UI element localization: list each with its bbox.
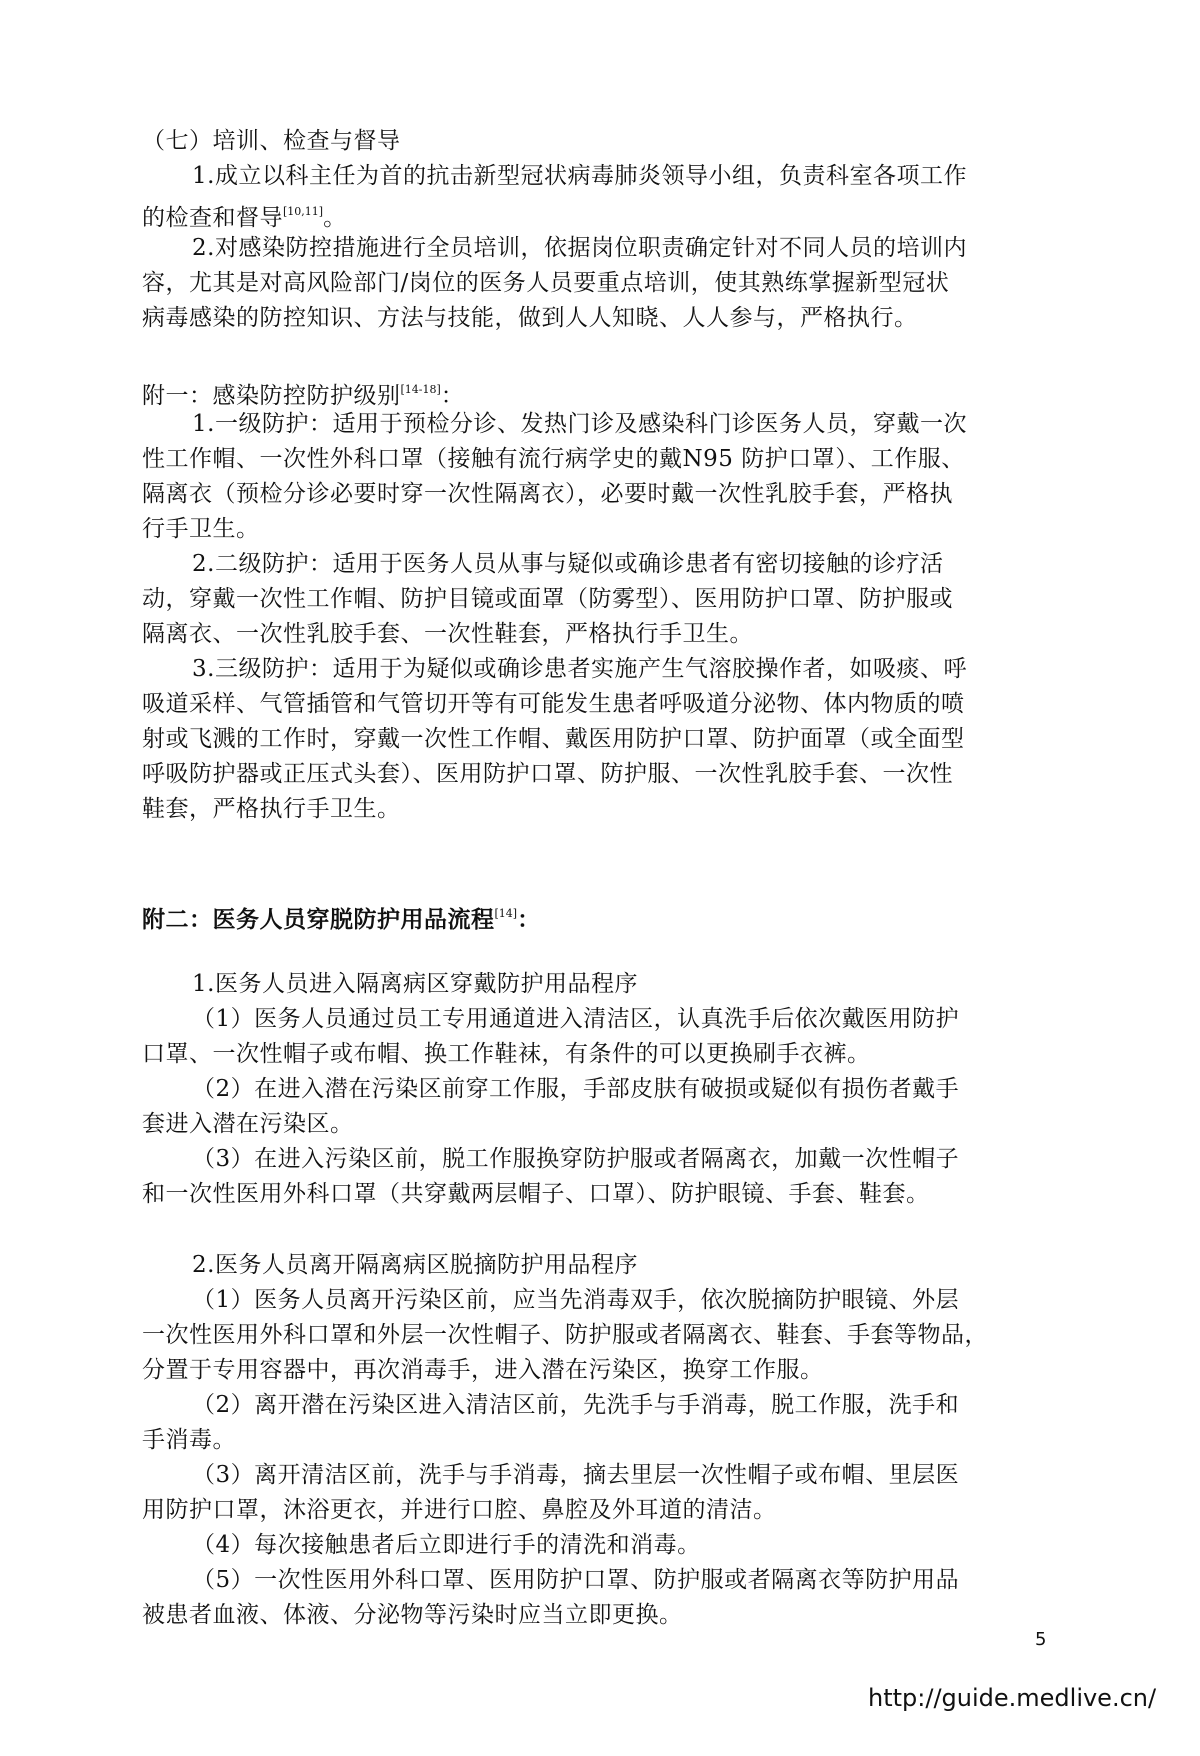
appendix-1-para-1-line-3: 隔离衣（预检分诊必要时穿一次性隔离衣），必要时戴一次性乳胶手套，严格执 (142, 481, 953, 507)
appendix-2-step-2-2-line-2: 手消毒。 (142, 1427, 236, 1453)
page-number: 5 (1035, 1629, 1047, 1650)
appendix-2-heading-end: ： (517, 906, 541, 933)
appendix-2-heading (142, 896, 1062, 937)
appendix-2-step-1-3-line-2: 和一次性医用外科口罩（共穿戴两层帽子、口罩）、防护眼镜、手套、鞋套。 (142, 1181, 930, 1207)
section-7-para-2-line-3: 病毒感染的防控知识、方法与技能，做到人人知晓、人人参与，严格执行。 (142, 305, 918, 331)
appendix-2-step-1-2-line-2: 套进入潜在污染区。 (142, 1111, 354, 1137)
appendix-2-step-2-1-line-2: 一次性医用外科口罩和外层一次性帽子、防护服或者隔离衣、鞋套、手套等物品， (142, 1322, 988, 1348)
appendix-1-para-1-line-1: 1.一级防护：适用于预检分诊、发热门诊及感染科门诊医务人员，穿戴一次 (192, 411, 967, 437)
section-7-para-2-line-1: 2.对感染防控措施进行全员培训，依据岗位职责确定针对不同人员的培训内 (192, 235, 967, 261)
appendix-1-para-3-line-5: 鞋套，严格执行手卫生。 (142, 796, 401, 822)
appendix-2-step-2-4-line-1: （4）每次接触患者后立即进行手的清洗和消毒。 (192, 1532, 701, 1558)
section-7-para-1-line-2 (142, 194, 1062, 236)
appendix-2-step-2-2-line-1: （2）离开潜在污染区进入清洁区前，先洗手与手消毒，脱工作服，洗手和 (192, 1392, 960, 1418)
section-7-para-1-end: 。 (323, 205, 347, 231)
appendix-2-step-2-1-line-3: 分置于专用容器中，再次消毒手，进入潜在污染区，换穿工作服。 (142, 1357, 824, 1383)
section-7-heading: （七）培训、检查与督导 (142, 128, 401, 154)
appendix-2-step-1-1-line-2: 口罩、一次性帽子或布帽、换工作鞋袜，有条件的可以更换刷手衣裤。 (142, 1041, 871, 1067)
appendix-2-step-2-1-line-1: （1）医务人员离开污染区前，应当先消毒双手，依次脱摘防护眼镜、外层 (192, 1287, 960, 1313)
appendix-1-para-1-line-2: 性工作帽、一次性外科口罩（接触有流行病学史的戴N95 防护口罩）、工作服、 (142, 446, 965, 472)
appendix-1-heading-end: ： (440, 383, 465, 409)
appendix-1-para-2-line-1: 2.二级防护：适用于医务人员从事与疑似或确诊患者有密切接触的诊疗活 (192, 551, 944, 577)
appendix-2-step-1-title: 1.医务人员进入隔离病区穿戴防护用品程序 (192, 971, 638, 997)
section-7-para-1-line-1: 1.成立以科主任为首的抗击新型冠状病毒肺炎领导小组，负责科室各项工作 (192, 163, 967, 189)
citation-ref: [14-18] (400, 383, 441, 396)
section-7-para-1-text: 的检查和督导 (142, 205, 283, 231)
appendix-1-para-3-line-4: 呼吸防护器或正压式头套）、医用防护口罩、防护服、一次性乳胶手套、一次性 (142, 761, 953, 787)
appendix-1-para-2-line-2: 动，穿戴一次性工作帽、防护目镜或面罩（防雾型）、医用防护口罩、防护服或 (142, 586, 953, 612)
citation-ref: [14] (494, 907, 518, 920)
appendix-2-step-2-title: 2.医务人员离开隔离病区脱摘防护用品程序 (192, 1252, 638, 1278)
appendix-2-step-2-5-line-1: （5）一次性医用外科口罩、医用防护口罩、防护服或者隔离衣等防护用品 (192, 1567, 960, 1593)
appendix-2-step-1-2-line-1: （2）在进入潜在污染区前穿工作服，手部皮肤有破损或疑似有损伤者戴手 (192, 1076, 960, 1102)
section-7-para-2-line-2: 容，尤其是对高风险部门/岗位的医务人员要重点培训，使其熟练掌握新型冠状 (142, 270, 950, 296)
footer-url-link[interactable]: http://guide.medlive.cn/ (868, 1684, 1157, 1712)
appendix-2-step-1-1-line-1: （1）医务人员通过员工专用通道进入清洁区，认真洗手后依次戴医用防护 (192, 1006, 960, 1032)
appendix-1-para-3-line-2: 吸道采样、气管插管和气管切开等有可能发生患者呼吸道分泌物、体内物质的喷 (142, 691, 965, 717)
appendix-1-para-1-line-4: 行手卫生。 (142, 516, 260, 542)
appendix-2-step-2-3-line-1: （3）离开清洁区前，洗手与手消毒，摘去里层一次性帽子或布帽、里层医 (192, 1462, 960, 1488)
citation-ref: [10,11] (283, 205, 324, 218)
appendix-2-step-1-3-line-1: （3）在进入污染区前，脱工作服换穿防护服或者隔离衣，加戴一次性帽子 (192, 1146, 960, 1172)
appendix-1-para-2-line-3: 隔离衣、一次性乳胶手套、一次性鞋套，严格执行手卫生。 (142, 621, 753, 647)
appendix-1-heading-text: 附一：感染防控防护级别 (142, 383, 401, 409)
appendix-2-step-2-5-line-2: 被患者血液、体液、分泌物等污染时应当立即更换。 (142, 1602, 683, 1628)
appendix-1-para-3-line-1: 3.三级防护：适用于为疑似或确诊患者实施产生气溶胶操作者，如吸痰、呼 (192, 656, 967, 682)
appendix-2-heading-text: 附二：医务人员穿脱防护用品流程 (142, 906, 495, 933)
appendix-1-para-3-line-3: 射或飞溅的工作时，穿戴一次性工作帽、戴医用防护口罩、防护面罩（或全面型 (142, 726, 965, 752)
appendix-2-step-2-3-line-2: 用防护口罩，沐浴更衣，并进行口腔、鼻腔及外耳道的清洁。 (142, 1497, 777, 1523)
